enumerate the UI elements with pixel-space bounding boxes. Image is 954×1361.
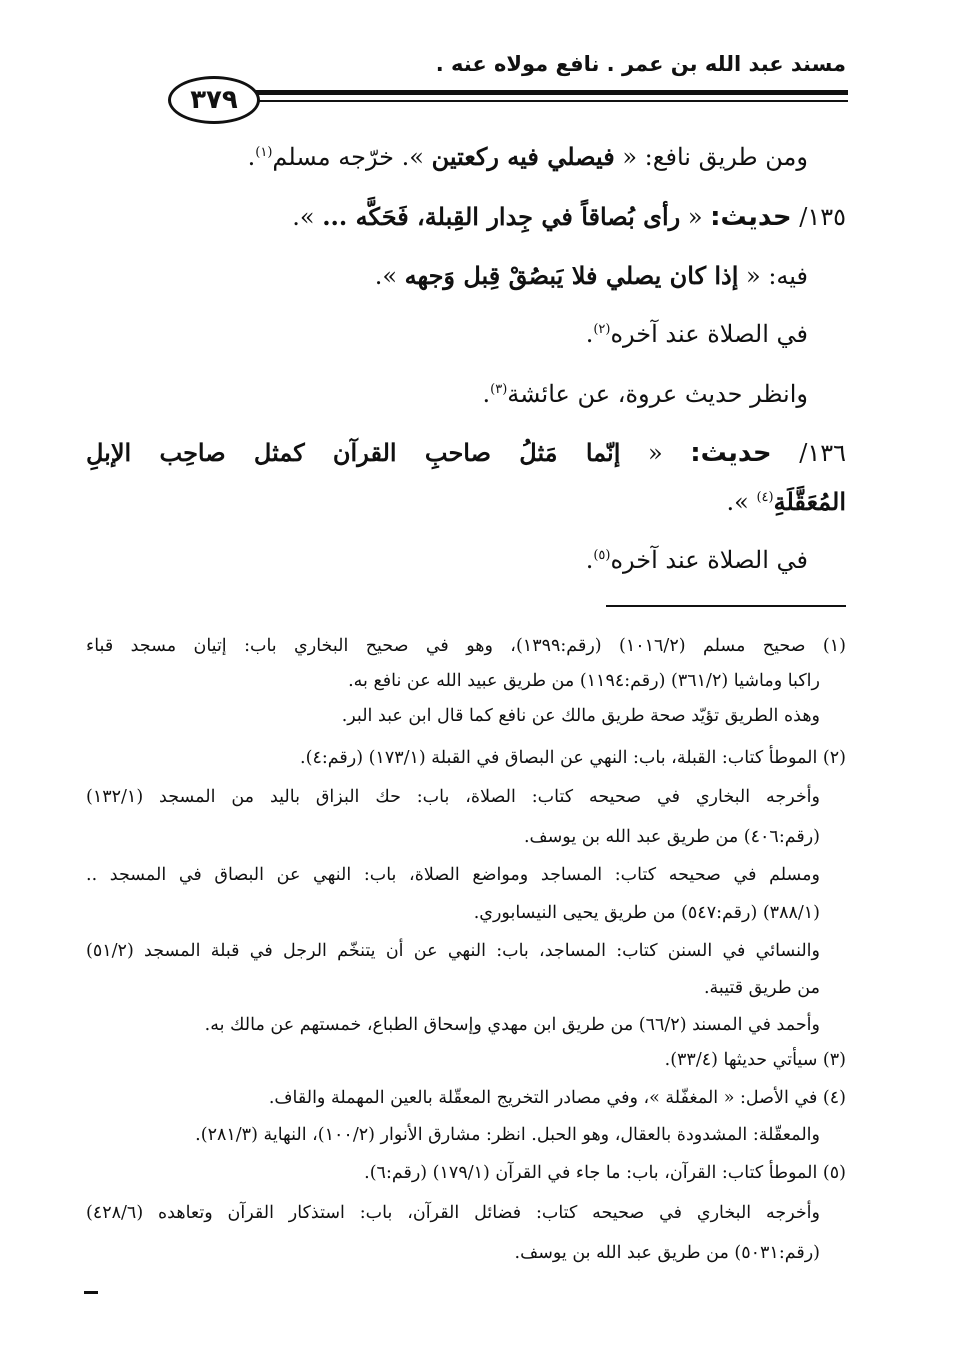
footnote-line: (رقم:٤٠٦) من طريق عبد الله بن يوسف. [523,827,820,847]
footnote-line: ومسلم في صحيحه كتاب: المساجد ومواضع الصلاة، باب: النهي عن البصاق في المسجد .. [86,865,820,885]
footnote-ref: (٢) [593,322,611,337]
header-rule-thin [240,100,848,102]
hadith-keyword: حديث: [710,202,792,232]
hadith-136-heading: ١٣٦/ حديث: « إنّما مَثلُ صاحبِ القرآن كمثل صاحِب الإبلِ [86,438,846,468]
text-line: المُعَقَّلَةِ$^{(٤)}$ ». [726,487,846,516]
footnote-line: والمعقّلة: المشدودة بالعقال، وهو الحبل. انظر: مشارق الأنوار (١٠٠/٢)، النهاية (٢٨١/٣). [195,1125,820,1145]
footnote-line: (٣٨٨/١) (رقم:٥٤٧) من طريق يحيى النيسابوري. [473,903,820,923]
footnote-line: (١) صحيح مسلم (١٠١٦/٢) (رقم:١٣٩٩)، وهو في صحيح البخاري باب: إتيان مسجد قباء [86,636,846,656]
footer-mark [84,1291,98,1294]
hadith-number: ١٣٦/ [771,439,846,467]
footnote-line: وأخرجه البخاري في صحيحه كتاب: الصلاة، باب: حك البزاق باليد من المسجد (١٣٢/١) [86,787,820,807]
footnote-line: (٤) في الأصل: « المغفّلة »، وفي مصادر التخريج المعقّلة بالعين المهملة والقاف. [268,1088,846,1108]
footnote-line: والنسائي في السنن كتاب: المساجد، باب: النهي عن أن يتنخّم الرجل في قبلة المسجد (٥١/٢) [86,941,820,961]
footnote-line: (رقم:٥٠٣١) من طريق عبد الله بن يوسف. [514,1243,820,1263]
text-line: ومن طريق نافع: « فيصلي فيه ركعتين ». خرّجه مسلم$^{(١)}$. [247,142,808,171]
footnote-ref: (٣) [490,382,508,397]
running-header: مسند عبد الله بن عمر . نافع مولاه عنه . [435,52,846,76]
footnote-line: وأحمد في المسند (٦٦/٢) من طريق ابن مهدي وإسحاق الطباع، خمستهم عن مالك به. [204,1015,820,1035]
footnote-line: من طريق قتيبة. [703,978,820,998]
footnote-line: (٣) سيأتي حديثها (٣٣/٤). [664,1050,846,1070]
footnote-ref: (٥) [593,548,611,563]
hadith-keyword: حديث: [690,438,772,468]
text-line: فيه: « إذا كان يصلي فلا يَبصُقْ قِبل وَجهه ». [374,261,808,290]
footnote-line: وأخرجه البخاري في صحيحه كتاب: فضائل القرآن، باب: استذكار القرآن وتعاهده (٤٢٨/٦) [86,1203,820,1223]
text-line: في الصلاة عند آخره$^{(٢)}$. [585,320,808,348]
page-number: ٣٧٩ [168,76,260,124]
footnote-line: راكبا وماشيا (٣٦١/٢) (رقم:١١٩٤) من طريق عبيد الله عن نافع به. [348,671,820,691]
footnote-separator [606,605,846,607]
header-rule [240,90,848,95]
footnote-ref: (١) [255,145,273,160]
footnote-line: (٥) الموطأ كتاب: القرآن، باب: ما جاء في القرآن (١٧٩/١) (رقم:٦). [364,1163,846,1183]
text-line: في الصلاة عند آخره$^{(٥)}$. [585,546,808,574]
hadith-number: ١٣٥/ [791,203,846,231]
text-line: وانظر حديث عروة، عن عائشة$^{(٣)}$. [482,380,808,408]
footnote-ref: (٤) [756,490,774,505]
hadith-135-heading: ١٣٥/ حديث: « رأى بُصاقاً في جِدار القِبلة، فَحَكَّه ... ». [292,202,846,232]
footnote-line: وهذه الطريق تؤيّد صحة طريق مالك عن نافع كما قال ابن عبد البر. [341,706,820,726]
footnote-line: (٢) الموطأ كتاب: القبلة، باب: النهي عن البصاق في القبلة (١٧٣/١) (رقم:٤). [300,748,846,768]
